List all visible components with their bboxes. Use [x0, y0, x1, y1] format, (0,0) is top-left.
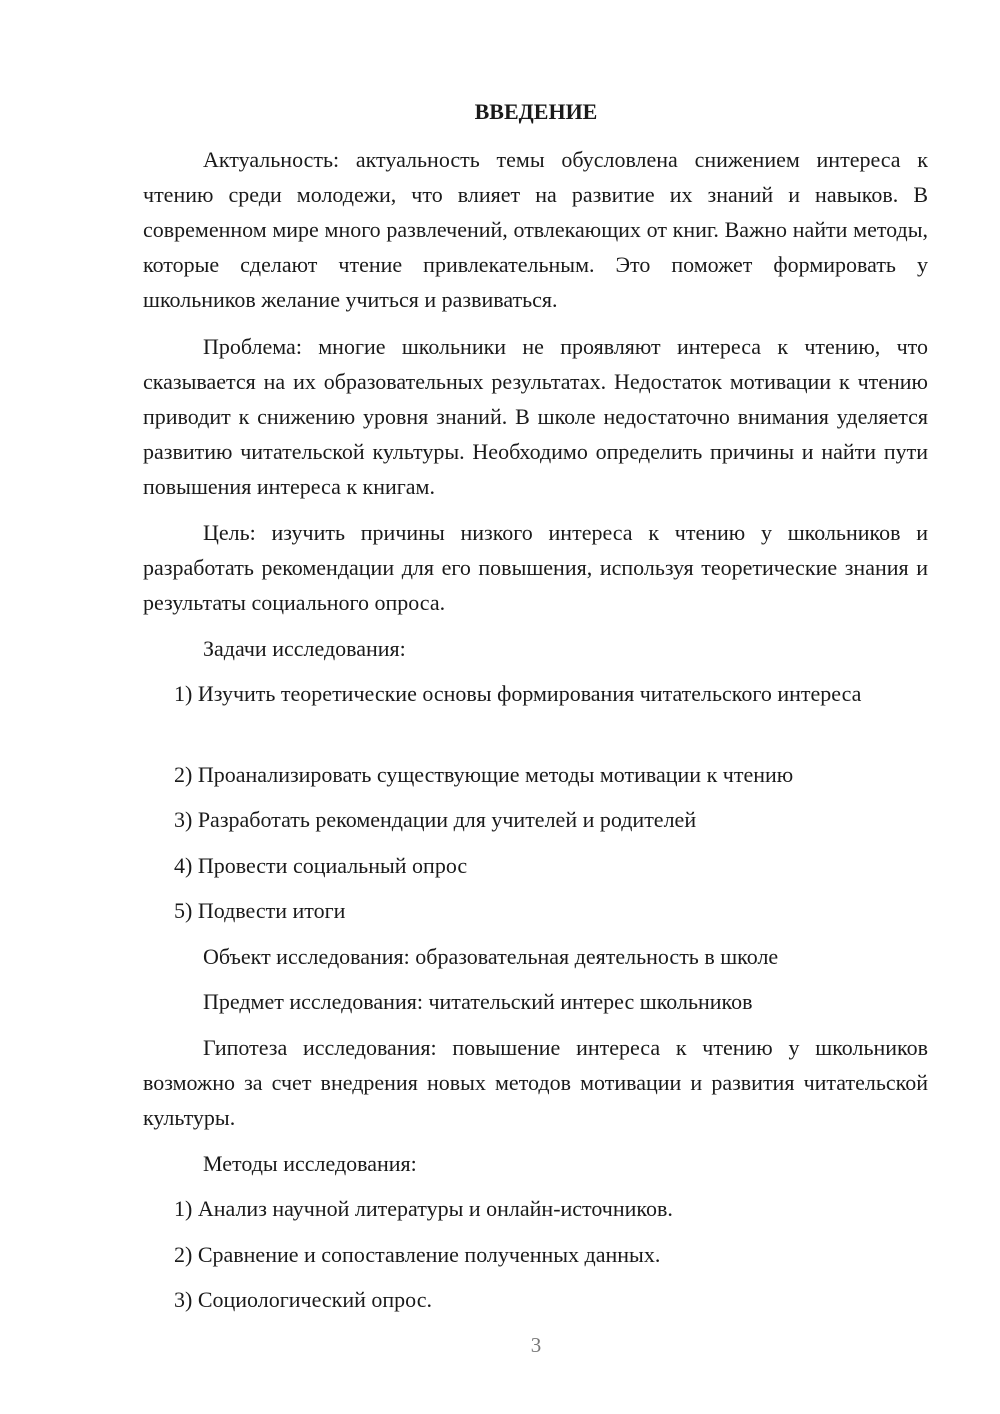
task-item-4: 4) Провести социальный опрос	[174, 853, 468, 878]
task-item-1: 1) Изучить теоретические основы формирования читательского интереса	[174, 681, 862, 706]
method-item-2: 2) Сравнение и сопоставление полученных данных.	[174, 1242, 661, 1267]
page-number: 3	[530, 1333, 542, 1357]
page-title: ВВЕДЕНИЕ	[474, 99, 598, 124]
tasks-heading: Задачи исследования:	[203, 636, 406, 661]
method-item-1: 1) Анализ научной литературы и онлайн-источников.	[174, 1196, 673, 1221]
goal-paragraph: Цель: изучить причины низкого интереса к чтению у школьников и разработать рекомендации для его повышения, используя теоретические знания и результаты социального опроса.	[143, 520, 928, 615]
methods-heading: Методы исследования:	[203, 1151, 417, 1176]
task-item-5: 5) Подвести итоги	[174, 898, 346, 923]
task-item-2: 2) Проанализировать существующие методы мотивации к чтению	[174, 762, 794, 787]
object-paragraph: Объект исследования: образовательная деятельность в школе	[203, 944, 779, 969]
task-item-3: 3) Разработать рекомендации для учителей и родителей	[174, 807, 697, 832]
problem-paragraph: Проблема: многие школьники не проявляют интереса к чтению, что сказывается на их образовательных результатах. Недостаток мотивации к чтению приводит к снижению уровня знаний. В школе недостаточно внимания уделяется развитию читательской культуры. Необходимо определить причины и найти пути повышения интереса к книгам.	[143, 334, 928, 499]
hypothesis-paragraph: Гипотеза исследования: повышение интереса к чтению у школьников возможно за счет внедрения новых методов мотивации и развития читательской культуры.	[143, 1035, 928, 1130]
method-item-3: 3) Социологический опрос.	[174, 1287, 432, 1312]
relevance-paragraph: Актуальность: актуальность темы обусловлена снижением интереса к чтению среди молодежи, что влияет на развитие их знаний и навыков. В современном мире много развлечений, отвлекающих от книг. Важно найти методы, которые сделают чтение привлекательным. Это поможет формировать у школьников желание учиться и развиваться.	[143, 147, 928, 312]
subject-paragraph: Предмет исследования: читательский интерес школьников	[203, 989, 753, 1014]
